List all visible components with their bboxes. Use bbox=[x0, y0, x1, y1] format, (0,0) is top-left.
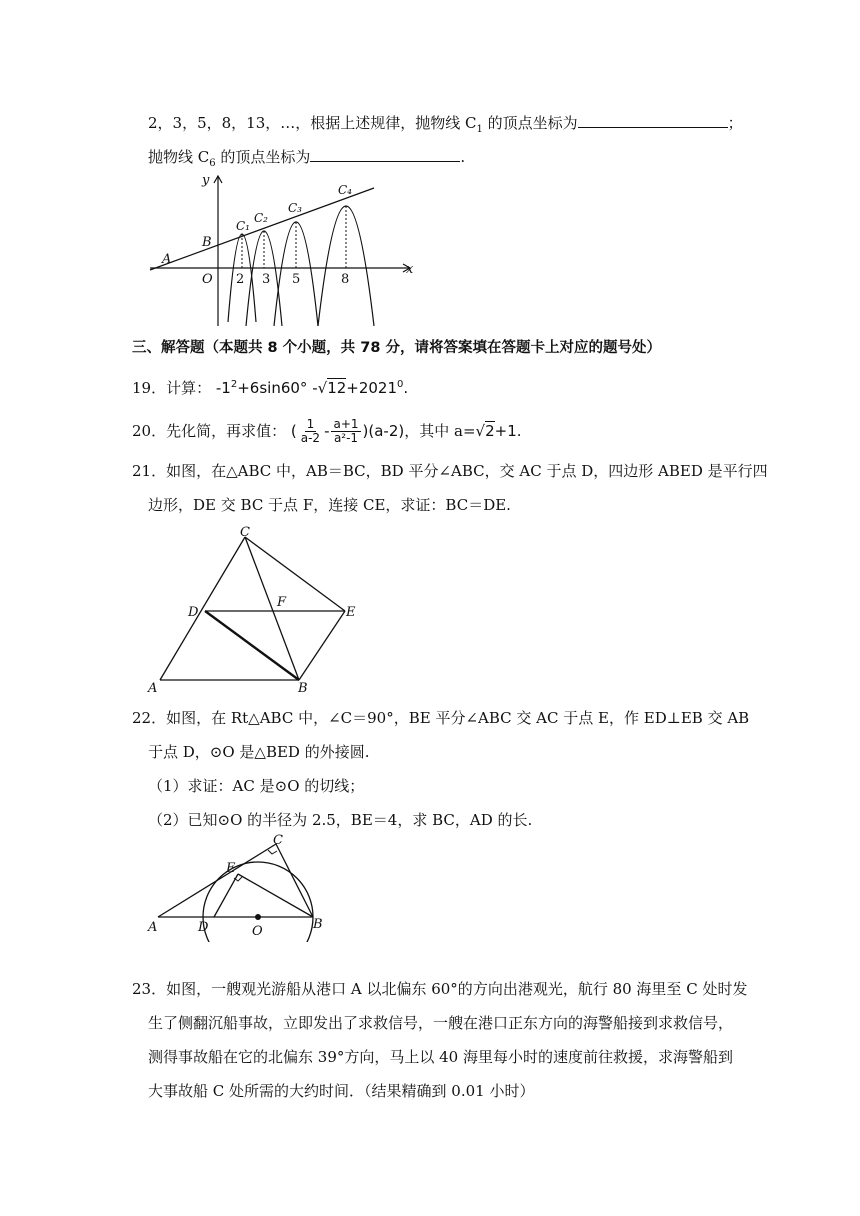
label-c3: C₃ bbox=[288, 201, 302, 215]
q20-frac2-den: a²-1 bbox=[333, 431, 359, 445]
label-x: x bbox=[406, 262, 414, 277]
label-f: F bbox=[277, 595, 287, 610]
q18-line1-suffix: 的顶点坐标为 bbox=[482, 114, 578, 132]
right-angle-c-icon bbox=[268, 850, 277, 854]
segment-cb bbox=[245, 537, 299, 680]
q23-line3: 测得事故船在它的北偏东 39°方向，马上以 40 海里每小时的速度前往救援，求海警船到 bbox=[148, 1048, 733, 1066]
label-y: y bbox=[202, 173, 210, 188]
q19-term-c: - bbox=[312, 379, 318, 397]
q19-term-b: +6sin60° bbox=[237, 379, 308, 397]
label-e: E bbox=[226, 861, 236, 876]
q21-line1: 21．如图，在△ABC 中，AB＝BC，BD 平分∠ABC，交 AC 于点 D，四边形 ABED 是平行四 bbox=[132, 462, 768, 480]
q19-term-d-exp: 0 bbox=[397, 379, 404, 390]
answer-blank-c6[interactable] bbox=[310, 147, 460, 162]
q20 bbox=[132, 414, 522, 448]
q19-term-d: +2021 bbox=[346, 379, 398, 397]
q18-line2-prefix: 抛物线 C bbox=[148, 148, 210, 166]
right-angle-e-icon bbox=[234, 877, 242, 881]
label-o: O bbox=[252, 924, 263, 939]
label-d: D bbox=[188, 605, 199, 620]
segment-ac bbox=[158, 844, 276, 917]
tick-2: 2 bbox=[236, 272, 245, 287]
label-c4: C₄ bbox=[338, 183, 352, 197]
q23-line4: 大事故船 C 处所需的大约时间．（结果精确到 0.01 小时） bbox=[148, 1082, 535, 1100]
section-3-title: 三、解答题（本题共 8 个小题，共 78 分，请将答案填在答题卡上对应的题号处） bbox=[132, 340, 661, 356]
q19 bbox=[132, 374, 408, 399]
q18-line1 bbox=[148, 112, 743, 141]
sqrt-icon: √ bbox=[317, 379, 328, 397]
label-e: E bbox=[346, 605, 356, 620]
q22-line2: 于点 D，⊙O 是△BED 的外接圆. bbox=[148, 743, 370, 761]
q20-frac1-den: a-2 bbox=[300, 431, 321, 445]
line-ab bbox=[150, 188, 374, 270]
label-c2: C₂ bbox=[254, 211, 268, 225]
q18-line1-end: ； bbox=[727, 114, 743, 132]
q20-fraction-2 bbox=[331, 418, 360, 445]
tick-8: 8 bbox=[341, 272, 350, 287]
q18-line1-prefix: 2，3，5，8，13，…，根据上述规律，抛物线 C bbox=[148, 114, 477, 132]
segment-bd bbox=[205, 611, 299, 680]
label-o: O bbox=[202, 272, 213, 287]
label-a: A bbox=[148, 920, 158, 935]
label-c: C bbox=[273, 833, 283, 848]
q20-frac1-num: 1 bbox=[306, 417, 315, 431]
q20-factor: (a-2) bbox=[368, 422, 405, 440]
label-a: A bbox=[148, 681, 158, 696]
q19-expression bbox=[216, 379, 408, 397]
label-b: B bbox=[202, 235, 212, 250]
q22-part1: （1）求证：AC 是⊙O 的切线； bbox=[148, 777, 365, 795]
q20-cond-end: +1. bbox=[494, 422, 522, 440]
label-d: D bbox=[198, 920, 209, 935]
parabola-figure bbox=[148, 170, 418, 328]
label-b: B bbox=[298, 681, 308, 696]
q19-term-a-exp: 2 bbox=[230, 379, 238, 390]
segment-ce bbox=[245, 537, 345, 611]
q18-line2-suffix: 的顶点坐标为 bbox=[215, 148, 311, 166]
segment-ac bbox=[160, 537, 245, 680]
answer-blank-c1[interactable] bbox=[578, 113, 728, 128]
label-a: A bbox=[162, 252, 172, 267]
q20-frac2-num: a+1 bbox=[333, 417, 359, 431]
label-c1: C₁ bbox=[236, 219, 250, 233]
label-c: C bbox=[240, 526, 250, 540]
q21-line2: 边形，DE 交 BC 于点 F，连接 CE，求证：BC＝DE. bbox=[148, 496, 511, 514]
q19-end: . bbox=[403, 379, 409, 397]
q20-expression: ( $\frac{1}{a-2}$ - $\frac{a+1}{\text{a²-1}}$ )(a-2) bbox=[290, 417, 405, 445]
segment-be bbox=[299, 611, 345, 680]
q20-radicand: 2 bbox=[485, 422, 495, 440]
q18-line1-sub: 1 bbox=[476, 124, 483, 135]
circle-figure bbox=[146, 832, 336, 942]
q18-line2-sub: 6 bbox=[209, 158, 216, 169]
q23-line1: 23．如图，一艘观光游船从港口 A 以北偏东 60°的方向出港观光，航行 80 海里至 C 处时发 bbox=[132, 980, 748, 998]
sqrt-icon: √ bbox=[475, 422, 486, 440]
q20-fraction-1 bbox=[299, 418, 322, 445]
q19-prefix: 19．计算： bbox=[132, 379, 212, 397]
center-point-o bbox=[255, 914, 261, 920]
q20-condition: ，其中 a= bbox=[404, 422, 476, 440]
q22-part2: （2）已知⊙O 的半径为 2.5，BE＝4，求 BC，AD 的长. bbox=[148, 811, 533, 829]
label-b: B bbox=[313, 917, 323, 932]
parallelogram-figure bbox=[146, 526, 366, 696]
q18-line2-end: . bbox=[460, 148, 466, 166]
q20-prefix: 20．先化简，再求值： bbox=[132, 422, 287, 440]
tick-3: 3 bbox=[262, 272, 271, 287]
tick-5: 5 bbox=[292, 272, 301, 287]
q19-radicand: 12 bbox=[327, 379, 347, 397]
q22-line1: 22．如图，在 Rt△ABC 中，∠C＝90°，BE 平分∠ABC 交 AC 于点 E，作 ED⊥EB 交 AB bbox=[132, 709, 750, 727]
q19-term-a: -1 bbox=[215, 379, 231, 397]
q23-line2: 生了侧翻沉船事故，立即发出了求救信号，一艘在港口正东方向的海警船接到求救信号， bbox=[148, 1014, 734, 1032]
